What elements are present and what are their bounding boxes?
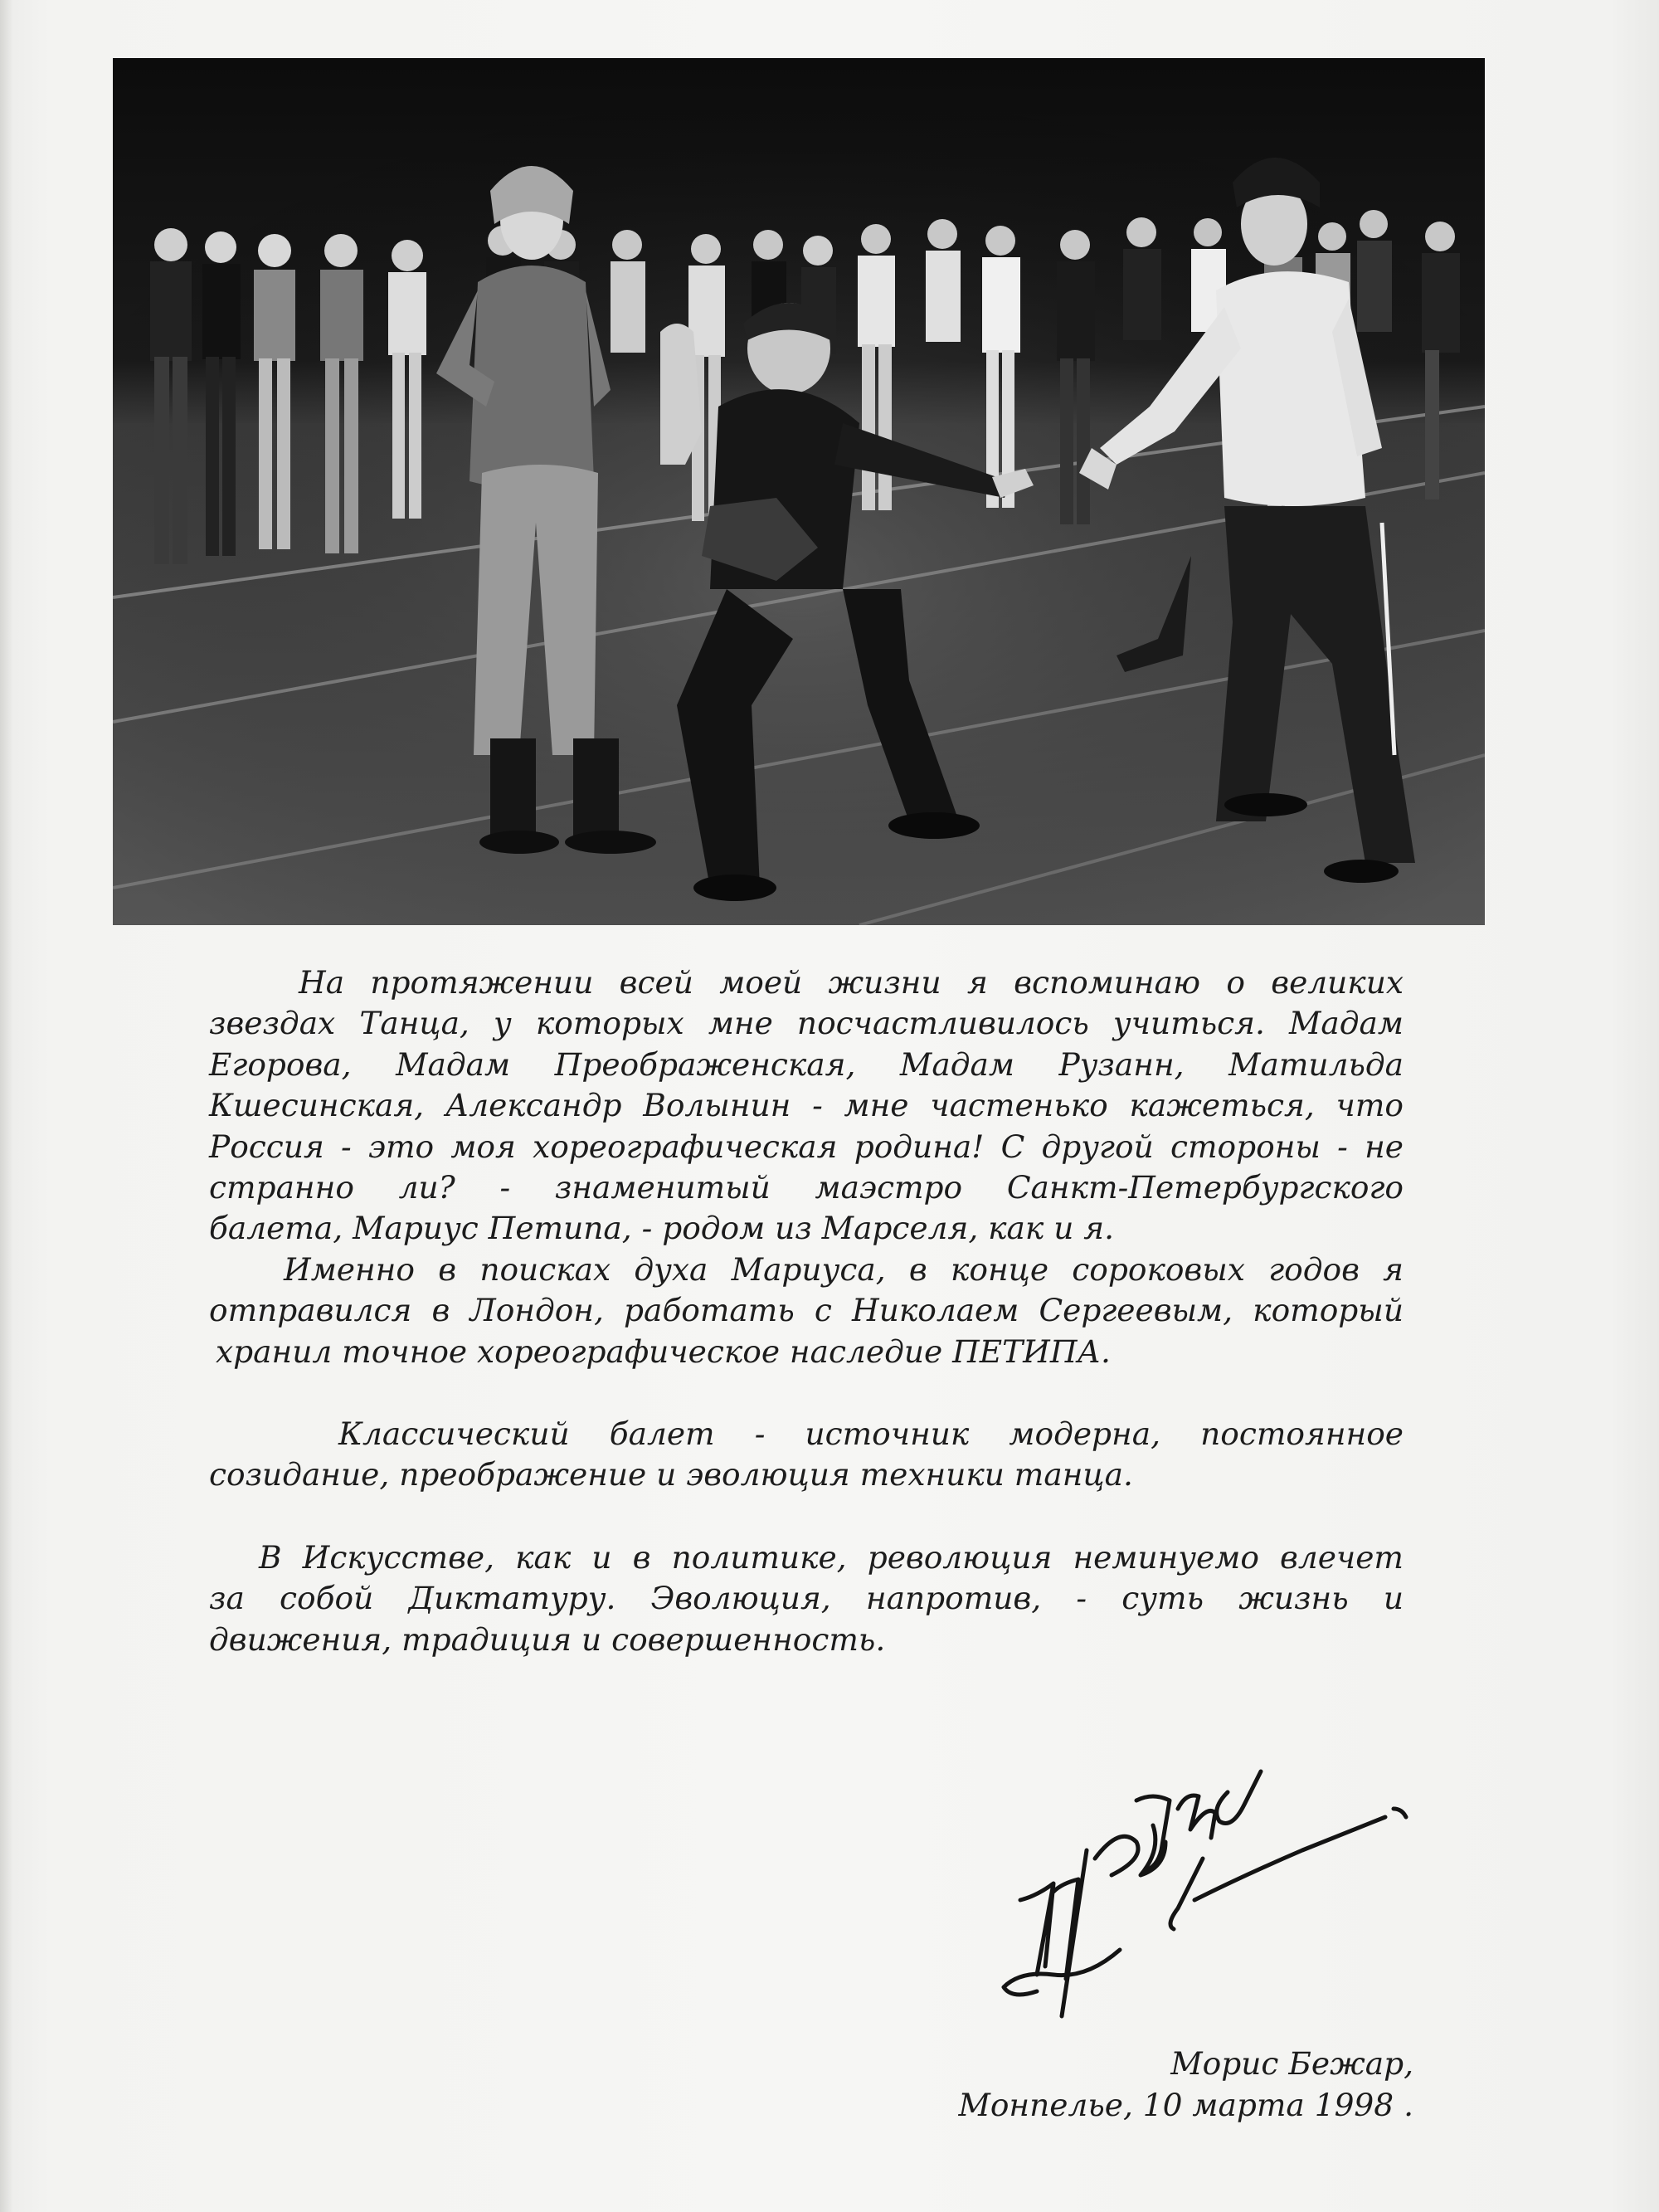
handwritten-signature-icon xyxy=(987,1742,1418,2024)
paragraph-1 xyxy=(209,962,1404,1250)
text-line: Классический балет - источник модерна, постоянное xyxy=(338,1415,1404,1453)
text-line: движения, традиция и совершенность. xyxy=(209,1620,886,1658)
text-line: за собой Диктатуру. Эволюция, напротив, - суть жизнь и xyxy=(209,1580,1404,1617)
text-line: Кшесинская, Александр Волынин - мне частенько кажеться, что xyxy=(209,1087,1404,1124)
text-line: балета, Мариус Петипа, - родом из Марселя, как и я. xyxy=(209,1210,1115,1247)
text-line: созидание, преображение и эволюция техники танца. xyxy=(209,1456,1133,1493)
body-text xyxy=(209,962,1404,1660)
text-line: В Искусстве, как и в политике, революция неминуемо влечет xyxy=(259,1538,1404,1576)
author-name: Морис Бежар, xyxy=(1170,2045,1413,2082)
page-gutter xyxy=(0,0,13,2212)
text-line: звездах Танца, у которых мне посчастливилось учиться. Мадам xyxy=(209,1005,1404,1042)
text-line: Именно в поисках духа Мариуса, в конце сороковых годов я xyxy=(284,1250,1404,1288)
text-line: Россия - это моя хореографическая родина! С другой стороны - не xyxy=(209,1128,1404,1165)
text-line: На протяжении всей моей жизни я вспоминаю о великих xyxy=(299,964,1404,1001)
ballet-rehearsal-photo-icon xyxy=(113,58,1485,925)
paragraph-4 xyxy=(209,1537,1404,1660)
rehearsal-photo xyxy=(113,58,1485,925)
text-line: странно ли? - знаменитый маэстро Санкт-Петербургского xyxy=(209,1169,1404,1206)
text-line: отправился в Лондон, работать с Николаем Сергеевым, который xyxy=(209,1292,1404,1329)
sign-off xyxy=(958,2043,1413,2126)
paragraph-2 xyxy=(209,1250,1404,1372)
place-date: Монпелье, 10 марта 1998 . xyxy=(958,2087,1413,2123)
text-line: хранил точное хореографическое наследие ПЕТИПА. xyxy=(216,1333,1111,1370)
paragraph-3 xyxy=(209,1414,1404,1496)
text-line: Егорова, Мадам Преображенская, Мадам Рузанн, Матильда xyxy=(209,1045,1404,1083)
